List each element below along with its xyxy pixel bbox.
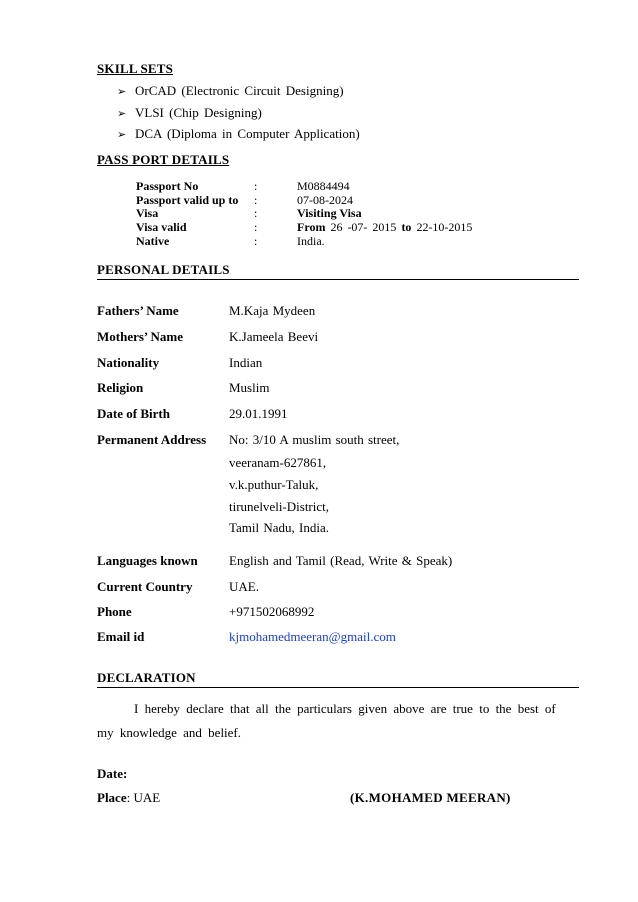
mothers-name-value: K.Jameela Beevi (229, 329, 319, 344)
visa-value: Visiting Visa (297, 206, 362, 220)
fathers-name-label: Fathers’ Name (97, 303, 179, 318)
current-country-label: Current Country (97, 579, 193, 594)
skill-item (117, 83, 344, 99)
skill-sets-heading: SKILL SETS (97, 61, 174, 76)
visa-valid-label: Visa valid (136, 220, 187, 234)
mothers-name-label: Mothers’ Name (97, 329, 184, 344)
colon: : (254, 193, 258, 207)
passport-no-label: Passport No (136, 179, 199, 193)
phone-value: +971502068992 (229, 604, 315, 619)
skill-item-text: VLSI (Chip Designing) (135, 105, 262, 120)
current-country-value: UAE. (229, 579, 259, 594)
colon: : (254, 179, 258, 193)
section-divider (97, 687, 579, 688)
colon: : (254, 220, 258, 234)
fathers-name-value: M.Kaja Mydeen (229, 303, 316, 318)
address-label: Permanent Address (97, 432, 207, 447)
passport-valid-value: 07-08-2024 (297, 193, 353, 207)
place-line (97, 790, 160, 806)
from-label: From (297, 220, 326, 234)
nationality-value: Indian (229, 355, 263, 370)
passport-no-value: M0884494 (297, 179, 350, 193)
dob-value: 29.01.1991 (229, 406, 288, 421)
section-divider (97, 279, 579, 280)
visa-valid-value (297, 220, 472, 235)
place-value: : UAE (126, 790, 161, 805)
address-line: v.k.puthur-Taluk, (229, 477, 319, 492)
skill-item (117, 105, 262, 121)
colon: : (254, 206, 258, 220)
visa-from-date: 26 -07- 2015 (330, 220, 397, 234)
languages-label: Languages known (97, 553, 198, 568)
address-line: No: 3/10 A muslim south street, (229, 432, 400, 447)
declaration-text: I hereby declare that all the particulars given above are true to the best of my knowledge and belief. (97, 701, 556, 740)
signature-name: (K.MOHAMED MEERAN) (350, 790, 511, 805)
skill-item (117, 126, 360, 142)
skill-item-text: OrCAD (Electronic Circuit Designing) (135, 83, 344, 98)
skill-item-text: DCA (Diploma in Computer Application) (135, 126, 360, 141)
religion-label: Religion (97, 380, 144, 395)
personal-details-heading: PERSONAL DETAILS (97, 262, 230, 277)
native-label: Native (136, 234, 170, 248)
arrow-bullet-icon: ➢ (117, 85, 127, 98)
religion-value: Muslim (229, 380, 270, 395)
arrow-bullet-icon: ➢ (117, 107, 127, 120)
passport-valid-label: Passport valid up to (136, 193, 239, 207)
nationality-label: Nationality (97, 355, 160, 370)
date-label: Date: (97, 766, 128, 781)
phone-label: Phone (97, 604, 132, 619)
native-value: India. (297, 234, 325, 248)
email-link[interactable]: kjmohamedmeeran@gmail.com (229, 629, 396, 644)
visa-to-date: 22-10-2015 (416, 220, 473, 234)
declaration-heading: DECLARATION (97, 670, 196, 685)
colon: : (254, 234, 258, 248)
passport-heading: PASS PORT DETAILS (97, 152, 230, 167)
email-label: Email id (97, 629, 145, 644)
languages-value: English and Tamil (Read, Write & Speak) (229, 553, 453, 568)
visa-label: Visa (136, 206, 159, 220)
address-line: tirunelveli-District, (229, 499, 330, 514)
address-line: veeranam-627861, (229, 455, 327, 470)
place-label: Place (97, 790, 127, 805)
dob-label: Date of Birth (97, 406, 170, 421)
address-line: Tamil Nadu, India. (229, 520, 330, 535)
arrow-bullet-icon: ➢ (117, 128, 127, 141)
to-label: to (401, 220, 412, 234)
